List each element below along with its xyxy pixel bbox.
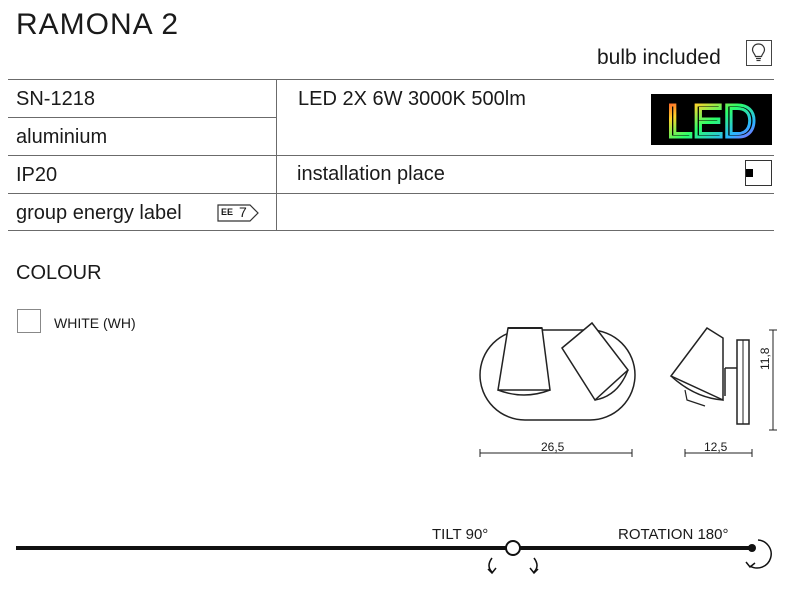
product-title: RAMONA 2	[16, 8, 180, 41]
material: aluminium	[16, 126, 108, 148]
colour-swatch-white	[17, 309, 41, 333]
dimension-depth: 12,5	[704, 440, 728, 454]
rotation-icon	[740, 532, 780, 576]
table-row-divider	[8, 155, 774, 156]
table-row-divider	[8, 193, 774, 194]
rotation-label: ROTATION 180°	[618, 526, 729, 543]
energy-label-text: group energy label	[16, 202, 182, 224]
motion-bar	[16, 546, 750, 550]
installation-label: installation place	[297, 163, 445, 185]
product-code: SN-1218	[16, 88, 95, 110]
light-source: LED 2X 6W 3000K 500lm	[298, 88, 526, 110]
dimension-width: 26,5	[541, 440, 565, 454]
led-badge	[651, 94, 772, 145]
led-badge-text: LED	[666, 95, 757, 145]
energy-class-prefix: EE	[221, 207, 234, 217]
bulb-icon	[746, 40, 772, 66]
energy-class-icon	[217, 203, 261, 228]
ip-rating: IP20	[16, 164, 58, 186]
tilt-arrows-icon	[482, 536, 544, 578]
energy-class-value: 7	[239, 204, 247, 220]
table-top-rule	[8, 79, 774, 80]
table-bottom-rule	[8, 230, 774, 231]
colour-option-label: WHITE (WH)	[54, 315, 136, 331]
wall-mount-icon	[745, 160, 772, 186]
colour-heading: COLOUR	[16, 262, 102, 284]
tilt-label: TILT 90°	[432, 526, 489, 543]
table-row-divider	[8, 117, 276, 118]
dimension-height: 11,8	[758, 347, 772, 370]
table-column-divider	[276, 79, 277, 230]
bulb-included-label: bulb included	[597, 46, 721, 69]
